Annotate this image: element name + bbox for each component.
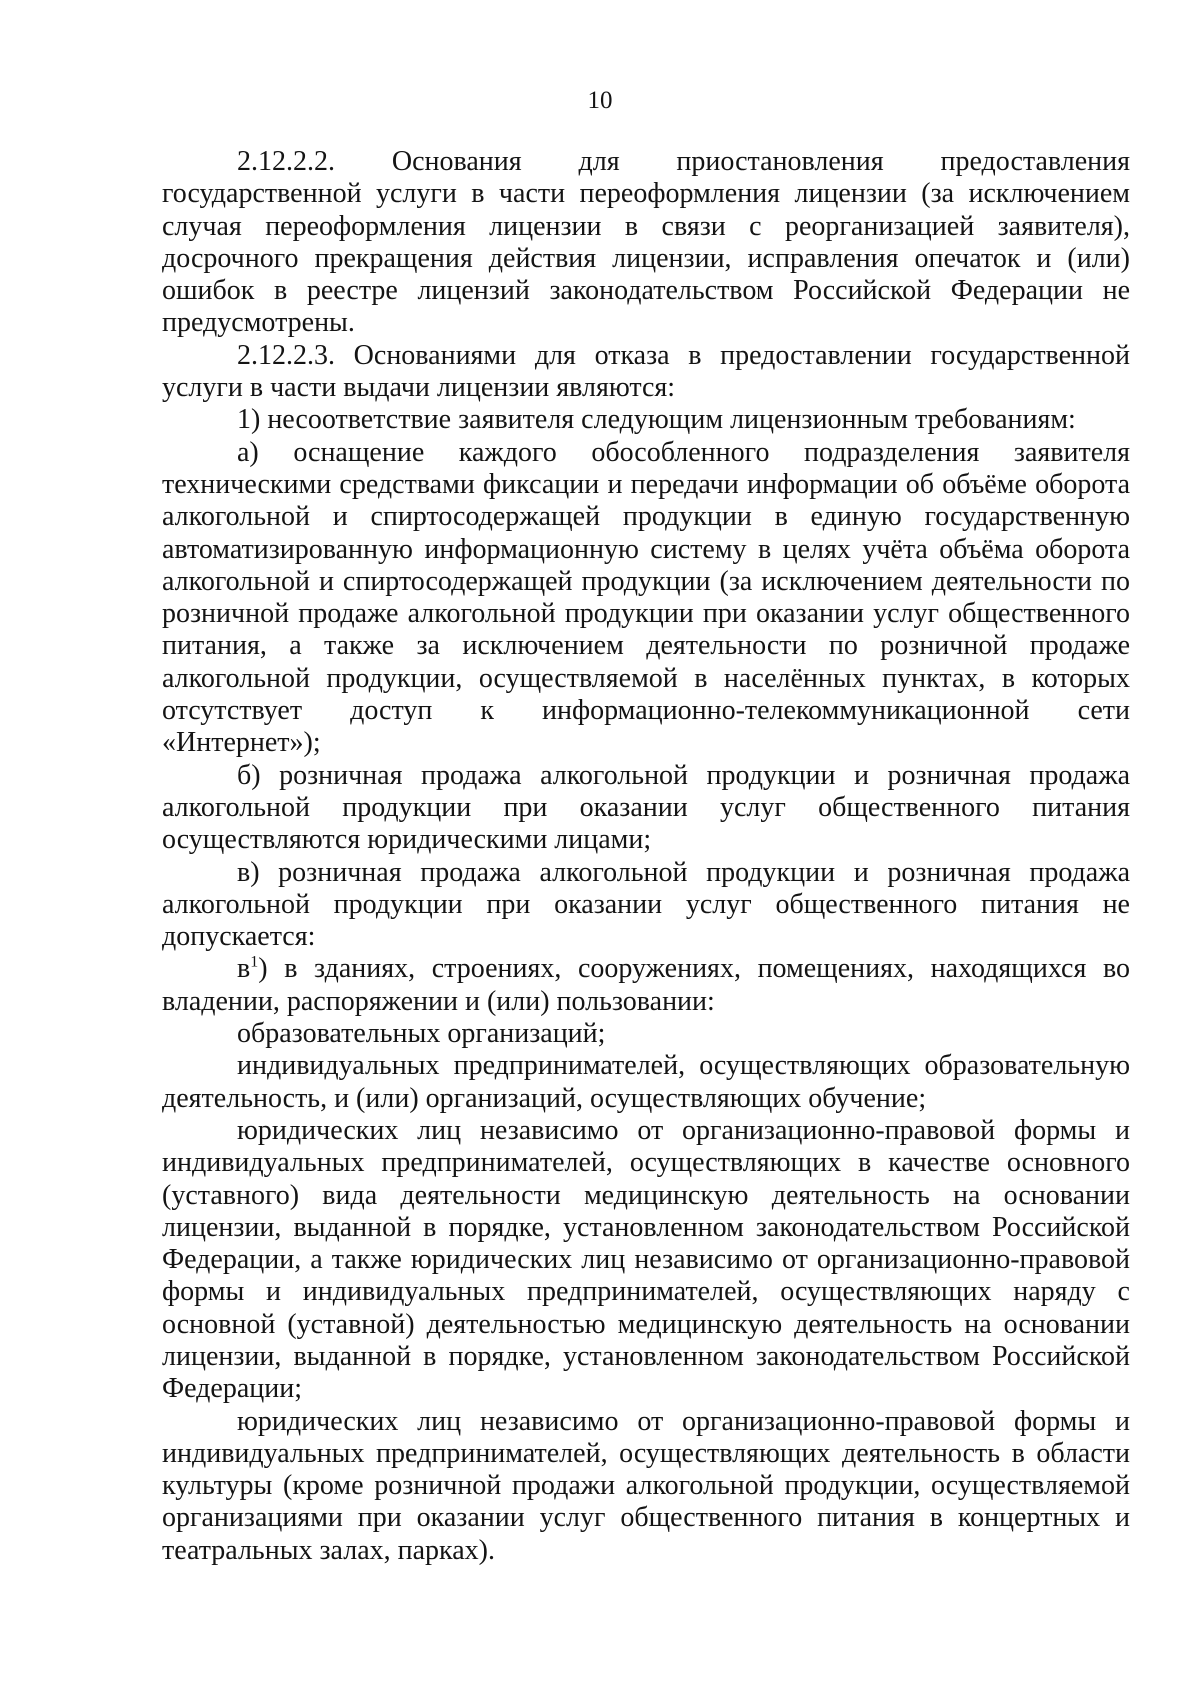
- document-body: [162, 146, 1130, 1567]
- list-item-v: в) розничная продажа алкогольной продукции и розничная продажа алкогольной продукции при оказании услуг общественного питания не допускается:: [162, 856, 1130, 953]
- list-item-v1-letter: в: [237, 953, 251, 985]
- list-item-b: б) розничная продажа алкогольной продукции и розничная продажа алкогольной продукции при оказании услуг общественного питания осуществляются юридическими лицами;: [162, 759, 1130, 856]
- list-item-v1-text: ) в зданиях, строениях, сооружениях, помещениях, находящихся во владении, распоряжении и (или) пользовании:: [162, 953, 1130, 1017]
- list-item-v1: [162, 953, 1130, 1018]
- subitem-individual-entrepreneurs-education: индивидуальных предпринимателей, осуществляющих образовательную деятельность, и (или) организаций, осуществляющих обучение;: [162, 1050, 1130, 1114]
- list-item-a: а) оснащение каждого обособленного подразделения заявителя техническими средствами фиксации и передачи информации об объёме оборота алкогольной и спиртосодержащей продукции в единую государственную автоматизированную информационную систему в целях учёта объёма оборота алкогольной и спиртосодержащей продукции (за исключением деятельности по розничной продаже алкогольной продукции при оказании услуг общественного питания, а также за исключением деятельности по розничной продаже алкогольной продукции, осуществляемой в населённых пунктах, в которых отсутствует доступ к информационно-телекоммуникационной сети «Интернет»);: [162, 436, 1130, 759]
- subitem-culture-activity: юридических лиц независимо от организационно-правовой формы и индивидуальных предпринимателей, осуществляющих деятельность в области культуры (кроме розничной продажи алкогольной продукции, осуществляемой организациями при оказании услуг общественного питания в концертных и театральных залах, парках).: [162, 1405, 1130, 1566]
- subitem-educational-organizations: образовательных организаций;: [237, 1018, 606, 1050]
- paragraph-2-12-2-3: 2.12.2.3. Основаниями для отказа в предоставлении государственной услуги в части выдачи лицензии являются:: [162, 339, 1130, 404]
- list-item-v1-superscript: 1: [250, 954, 259, 972]
- paragraph-2-12-2-2: 2.12.2.2. Основания для приостановления предоставления государственной услуги в части переоформления лицензии (за исключением случая переоформления лицензии в связи с реорганизацией заявителя), досрочного прекращения действия лицензии, исправления опечаток и (или) ошибок в реестре лицензий законодательством Российской Федерации не предусмотрены.: [162, 146, 1130, 339]
- subitem-medical-activity: юридических лиц независимо от организационно-правовой формы и индивидуальных предпринимателей, осуществляющих в качестве основного (уставного) вида деятельности медицинскую деятельность на основании лицензии, выданной в порядке, установленном законодательством Российской Федерации, а также юридических лиц независимо от организационно-правовой формы и индивидуальных предпринимателей, осуществляющих наряду с основной (уставной) деятельностью медицинскую деятельность на основании лицензии, выданной в порядке, установленном законодательством Российской Федерации;: [162, 1114, 1130, 1405]
- list-item-1: 1) несоответствие заявителя следующим лицензионным требованиям:: [237, 404, 1076, 436]
- page-number: 10: [587, 87, 613, 114]
